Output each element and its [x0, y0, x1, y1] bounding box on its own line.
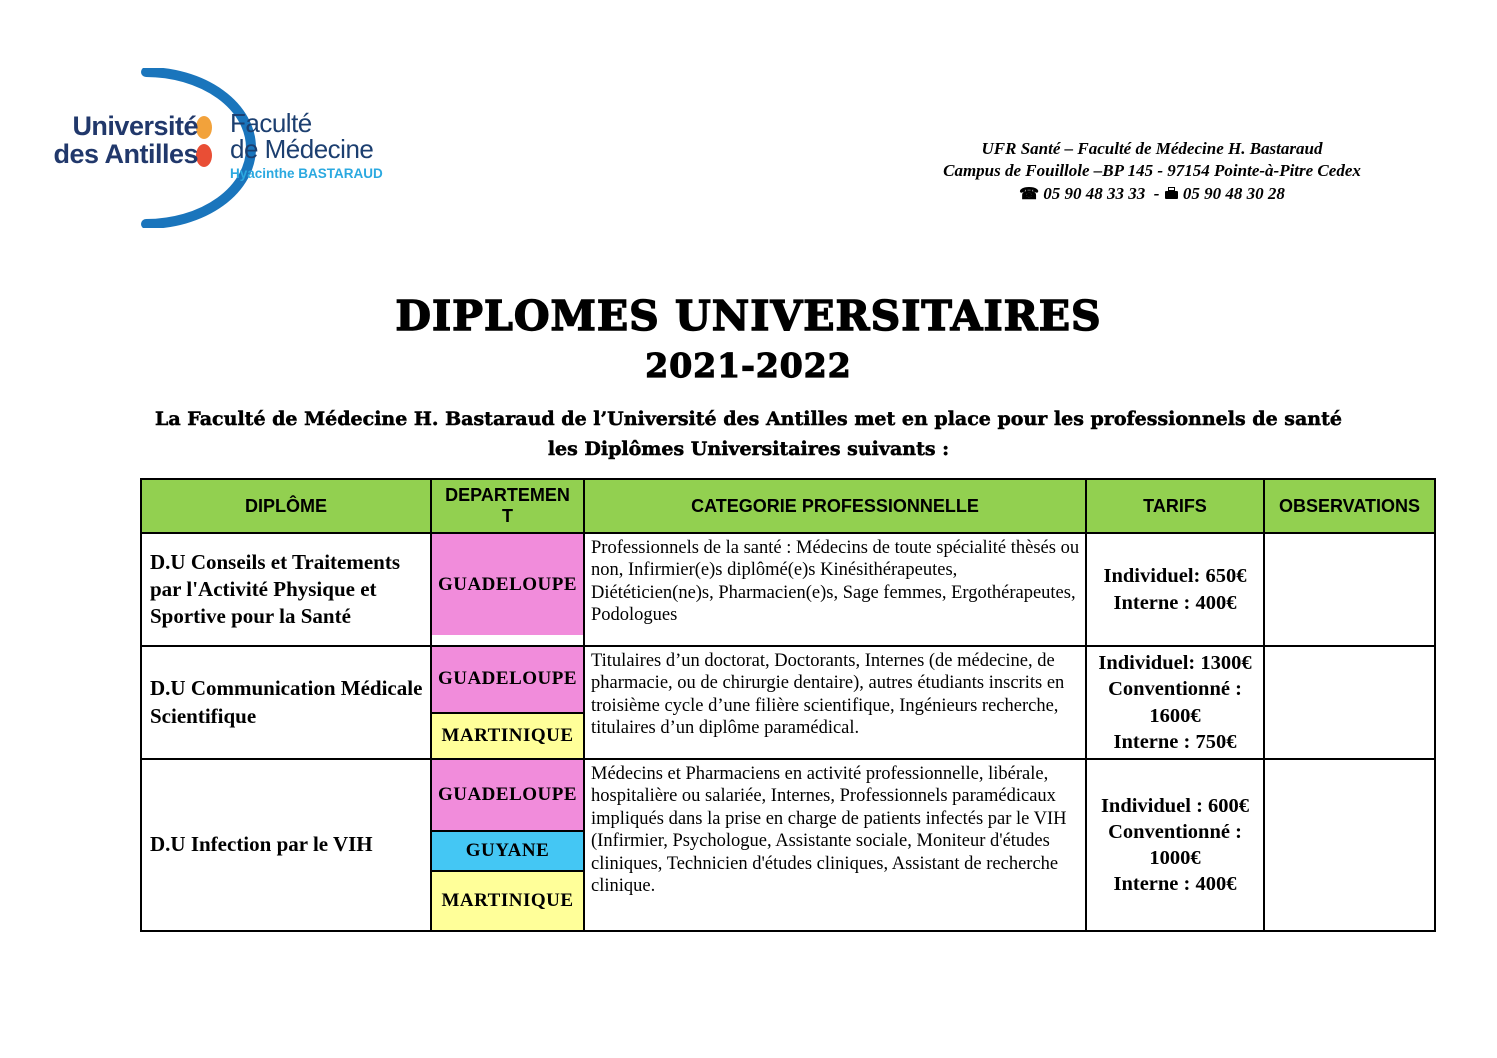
department-cell	[432, 760, 585, 930]
diploma-cell	[142, 534, 432, 647]
logo-red-dot-icon	[196, 144, 212, 167]
department-label: GUYANE	[465, 840, 550, 861]
category-text: Médecins et Pharmaciens en activité professionnelle, libérale, hospitalière ou salariée, Internes, Professionnels paramédicaux impliqués dans la prise en charge de patients infectés par le VIH (Infirmier, Psychologue, Assistante sociale, Moniteur d'études cliniques, Technicien d'études cliniques, Assistant de recherche clinique.	[591, 764, 1067, 896]
university-logo	[50, 66, 390, 236]
department-block-guadeloupe	[432, 647, 583, 712]
department-label: GUADELOUPE	[437, 784, 578, 805]
department-block-guadeloupe	[432, 534, 583, 635]
department-block-guadeloupe	[432, 760, 583, 830]
faculty-name	[230, 110, 390, 181]
column-header-diplome: DIPLÔME	[142, 480, 432, 534]
department-cell	[432, 647, 585, 760]
observations-cell	[1265, 647, 1434, 760]
department-stack	[432, 760, 583, 930]
department-label: GUADELOUPE	[437, 573, 578, 595]
faculty-name-line3: Hyacinthe BASTARAUD	[230, 166, 383, 181]
observations-cell	[1265, 534, 1434, 647]
tarifs-cell	[1087, 647, 1265, 760]
department-cell	[432, 534, 585, 647]
page-title-year: 2021-2022	[645, 346, 852, 385]
department-label: MARTINIQUE	[441, 724, 574, 746]
contact-block	[917, 138, 1387, 205]
diplomas-table	[140, 478, 1436, 932]
tarif-line: Individuel : 600€	[1100, 794, 1250, 817]
fax-icon	[1164, 187, 1179, 201]
tarif-line: Interne : 750€	[1113, 730, 1237, 753]
diploma-name: D.U Communication Médicale Scientifique	[150, 676, 423, 728]
category-cell	[585, 760, 1087, 930]
department-block-martinique	[432, 870, 583, 930]
category-text: Titulaires d’un doctorat, Doctorants, Internes (de médecine, de pharmacie, ou de chirurgie dentaire), autres étudiants inscrits en troisième cycle d’une filière scientifique, Ingénieurs recherche, titulaires d’un diplôme paramédical.	[591, 651, 1065, 739]
tarif-line: Individuel: 1300€	[1098, 652, 1252, 675]
department-stack	[432, 534, 583, 635]
tarif-line: Conventionné :	[1108, 820, 1242, 843]
column-header-categorie-professionnelle: CATEGORIE PROFESSIONNELLE	[585, 480, 1087, 534]
tarif-line: 1600€	[1149, 704, 1201, 727]
department-block-guyane	[432, 830, 583, 870]
column-header-observations: OBSERVATIONS	[1265, 480, 1434, 534]
department-stack	[432, 647, 583, 758]
tarif-line: Conventionné :	[1108, 678, 1242, 701]
logo-orange-dot-icon	[196, 116, 212, 139]
diploma-name: D.U Infection par le VIH	[150, 832, 373, 857]
phone-icon: ☎	[1019, 185, 1039, 203]
category-text: Professionnels de la santé : Médecins de toute spécialité thèsés ou non, Infirmier(e)s diplômé(e)s Kinésithérapeutes, Diététicien(ne)s, Pharmacien(e)s, Sage femmes, Ergothérapeutes, Podologues	[591, 538, 1080, 626]
faculty-name-line2: de Médecine	[230, 134, 374, 164]
department-block-martinique	[432, 712, 583, 758]
phone-number: 05 90 48 33 33	[1043, 183, 1146, 203]
intro-text	[0, 404, 1497, 465]
tarif-line: Interne : 400€	[1113, 591, 1237, 614]
contact-line3	[917, 183, 1387, 205]
tarifs-cell	[1087, 534, 1265, 647]
page-title: DIPLOMES UNIVERSITAIRES	[395, 292, 1102, 340]
contact-separator: -	[1153, 183, 1160, 203]
tarif-line: 1000€	[1149, 847, 1201, 869]
tarif-line: Individuel: 650€	[1103, 565, 1247, 588]
diploma-cell	[142, 760, 432, 930]
column-header-departement: DEPARTEMENT	[432, 480, 585, 534]
fax-number: 05 90 48 30 28	[1182, 183, 1285, 203]
university-name-line2: des Antilles	[53, 139, 198, 170]
diploma-cell	[142, 647, 432, 760]
department-label: GUADELOUPE	[437, 668, 578, 690]
column-header-tarifs: TARIFS	[1087, 480, 1265, 534]
university-name	[50, 112, 198, 169]
observations-cell	[1265, 760, 1434, 930]
intro-line1: La Faculté de Médecine H. Bastaraud de l’Université des Antilles met en place pour les professionnels de santé	[155, 408, 1342, 430]
category-cell	[585, 647, 1087, 760]
category-cell	[585, 534, 1087, 647]
tarifs-cell	[1087, 760, 1265, 930]
contact-line2: Campus de Fouillole –BP 145 - 97154 Pointe-à-Pitre Cedex	[943, 161, 1361, 181]
tarif-line: Interne : 400€	[1113, 873, 1237, 896]
department-label: MARTINIQUE	[441, 890, 574, 911]
university-name-line1: Université	[72, 111, 198, 141]
contact-line1: UFR Santé – Faculté de Médecine H. Bastaraud	[981, 139, 1323, 158]
faculty-name-line1: Faculté	[230, 108, 312, 138]
diploma-name: D.U Conseils et Traitements par l'Activité Physique et Sportive pour la Santé	[150, 549, 401, 629]
intro-line2: les Diplômes Universitaires suivants :	[547, 438, 950, 461]
